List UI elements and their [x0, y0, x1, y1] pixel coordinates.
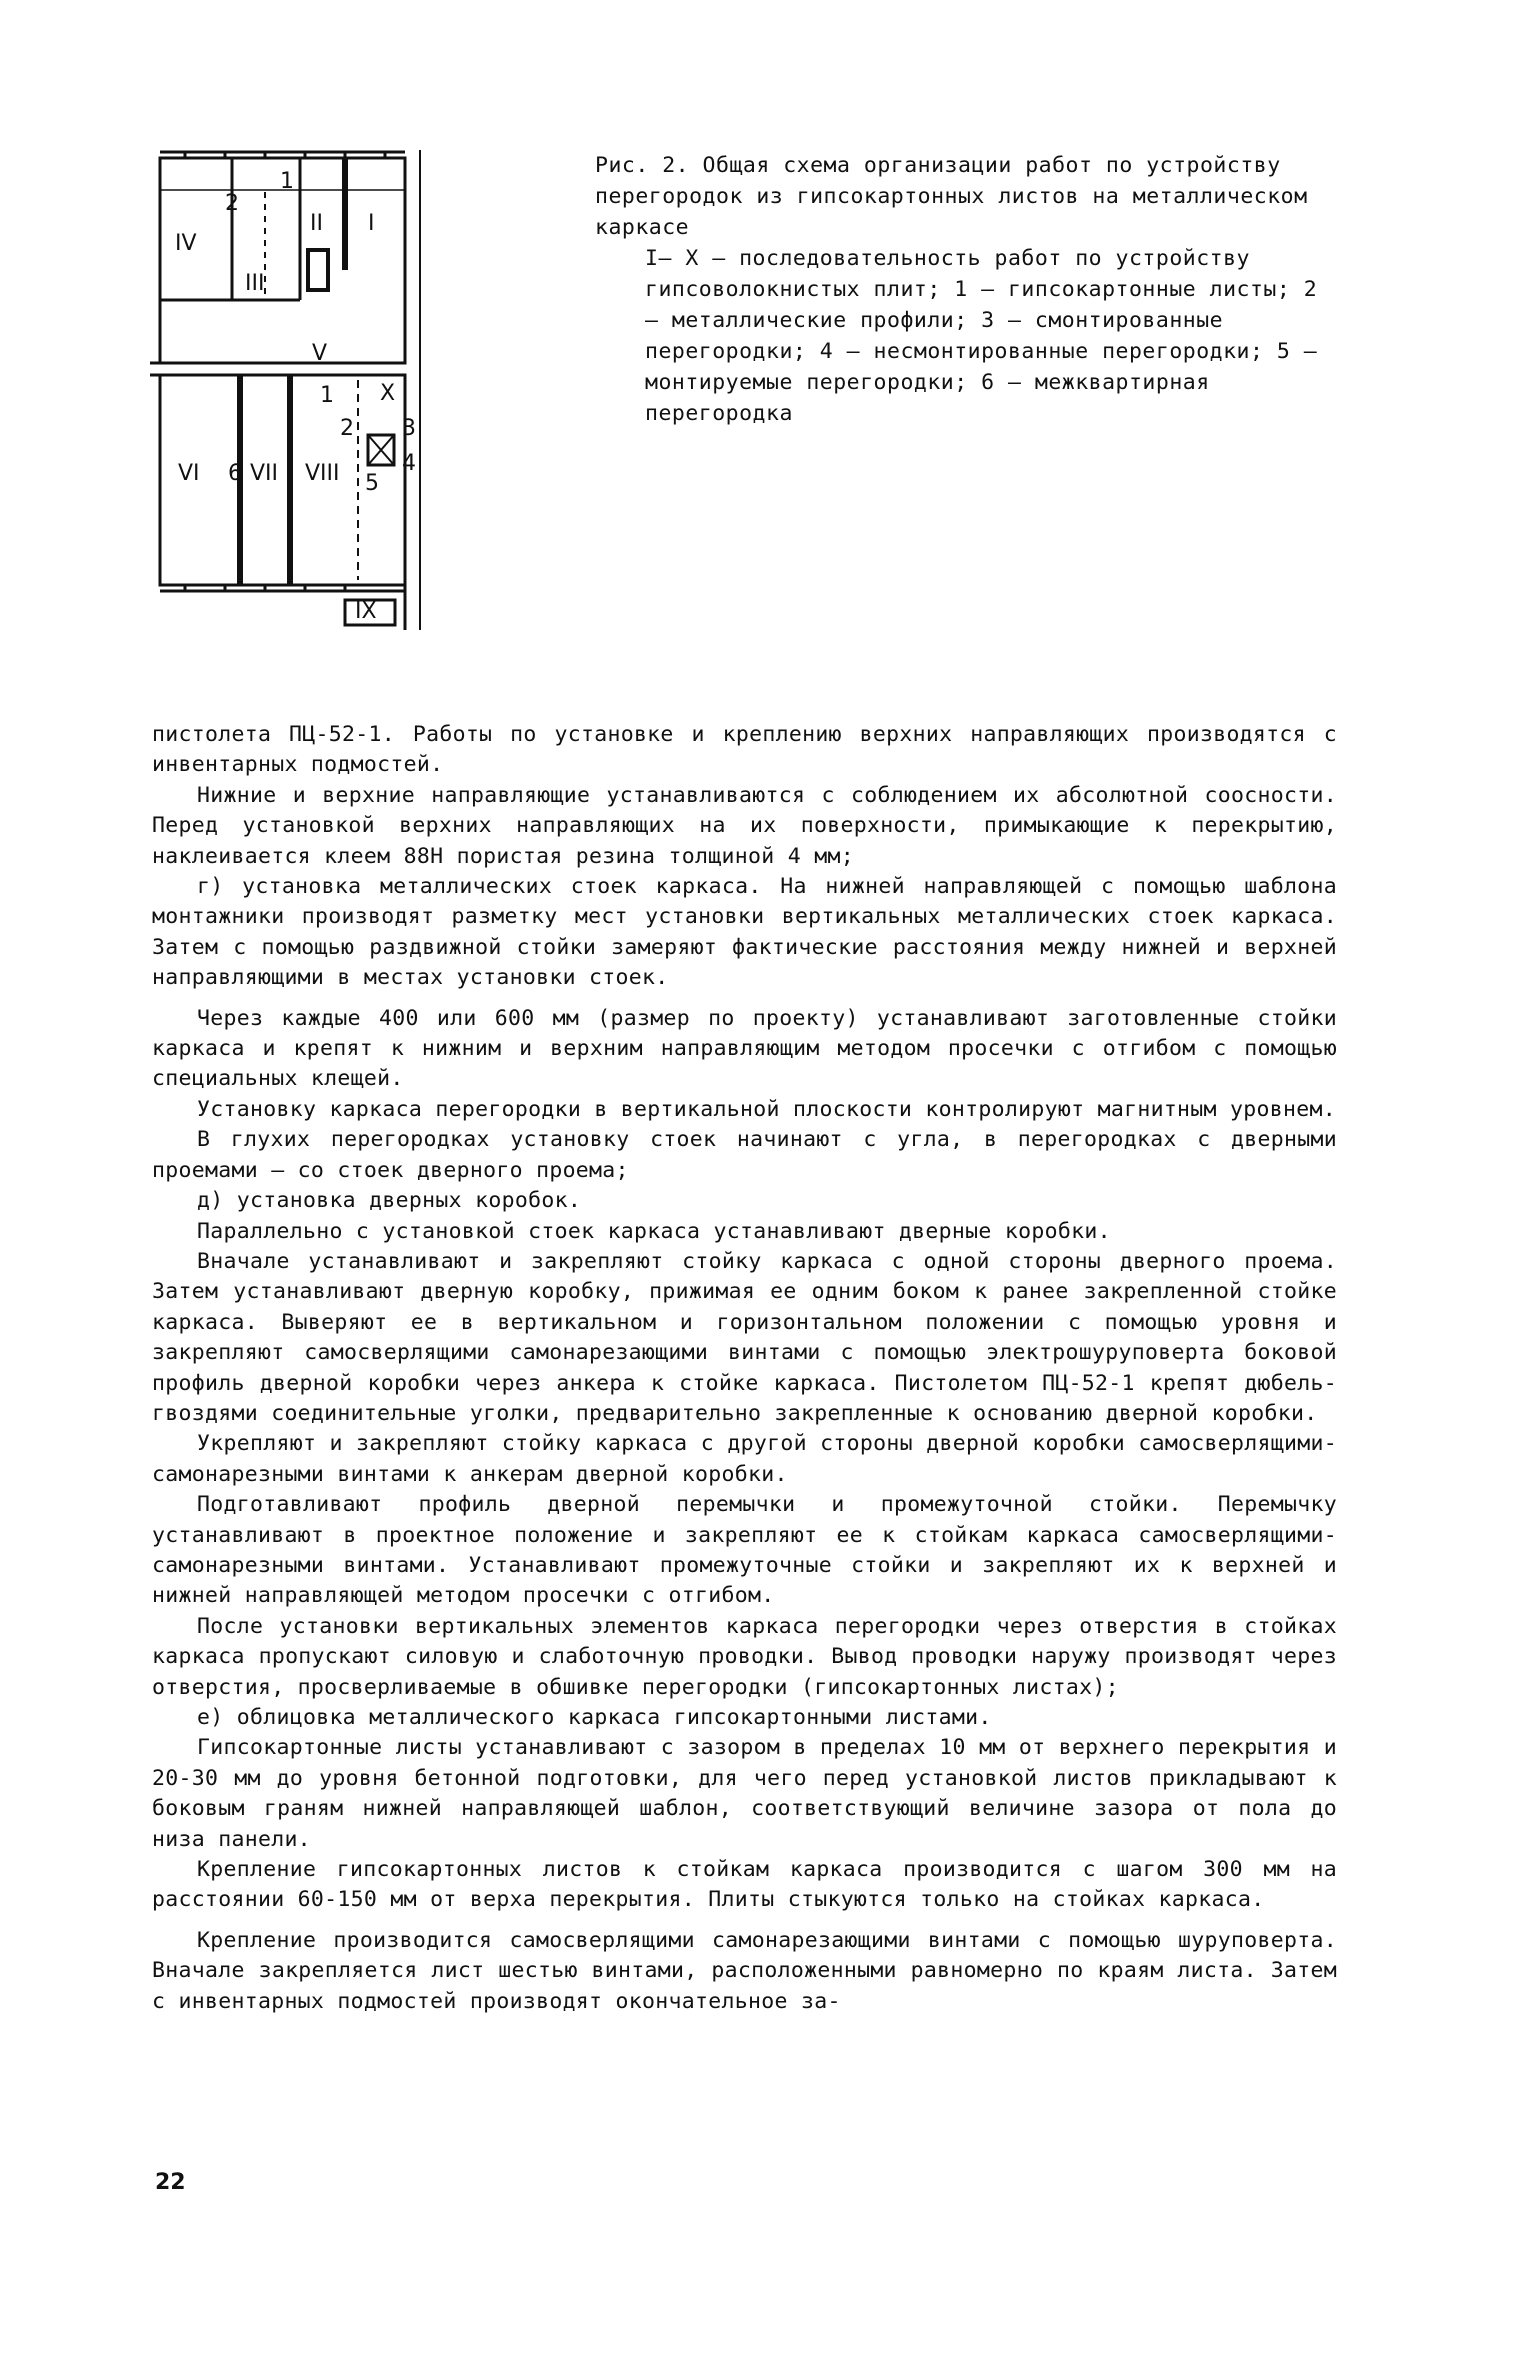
- paragraph: г) установка металлических стоек каркаса. На нижней направляющей с помощью шаблона монтажники производят разметку мест установки вертикальных металлических стоек каркаса. Затем с помощью раздвижной стойки замеряют фактические расстояния между нижней и верхней направляющими в местах установки стоек.: [152, 874, 1337, 991]
- paragraph: Крепление гипсокартонных листов к стойкам каркаса производится с шагом 300 мм на расстоянии 60-150 мм от верха перекрытия. Плиты стыкуются только на стойках каркаса.: [152, 1857, 1337, 1913]
- label-num-5: 5: [365, 471, 379, 496]
- room-label-i: I: [368, 211, 375, 236]
- paragraph: Укрепляют и закрепляют стойку каркаса с другой стороны дверной коробки самосверлящими-самонарезными винтами к анкерам дверной коробки.: [152, 1431, 1337, 1487]
- paragraph: Параллельно с установкой стоек каркаса устанавливают дверные коробки.: [197, 1218, 1111, 1244]
- paragraph: Вначале устанавливают и закрепляют стойку каркаса с одной стороны дверного проема. Затем устанавливают дверную коробку, прижимая ее одним боком к ранее закрепленной стойке каркаса. Выверяют ее в вертикальном и горизонтальном положении с помощью уровня и закрепляют самосверлящими самонарезающими винтами с помощью электрошуруповерта боковой профиль дверной коробки через анкера к стойке каркаса. Пистолетом ПЦ-52-1 крепят дюбель-гвоздями соединительные уголки, предварительно закрепленные к основанию дверной коробки.: [152, 1248, 1337, 1426]
- room-label-iv: IV: [175, 231, 197, 256]
- paragraph: д) установка дверных коробок.: [197, 1188, 582, 1214]
- paragraph: пистолета ПЦ-52-1. Работы по установке и креплению верхних направляющих производятся с инвентарных подмостей.: [152, 722, 1337, 778]
- label-num-3: 3: [402, 416, 416, 441]
- paragraph: е) облицовка металлического каркаса гипсокартонными листами.: [197, 1705, 992, 1730]
- caption-legend: I– X – последовательность работ по устройству гипсоволокнистых плит; 1 – гипсокартонные листы; 2 – металлические профили; 3 – смонтированные перегородки; 4 – несмонтированные перегородки; 5 – монтируемые перегородки; 6 – межквартирная перегородка: [645, 246, 1318, 426]
- paragraph: Нижние и верхние направляющие устанавливаются с соблюдением их абсолютной соосности. Перед установкой верхних направляющих на их поверхности, примыкающие к перекрытию, наклеивается клеем 88Н пористая резина толщиной 4 мм;: [152, 782, 1337, 869]
- page-number: 22: [155, 2170, 186, 2195]
- paragraph: Подготавливают профиль дверной перемычки и промежуточной стойки. Перемычку устанавливают в проектное положение и закрепляют ее к стойкам каркаса самосверлящими-самонарезными винтами. Устанавливают промежуточные стойки и закрепляют их к верхней и нижней направляющей методом просечки с отгибом.: [152, 1492, 1337, 1609]
- room-label-ix: IX: [355, 599, 377, 624]
- paragraph: Через каждые 400 или 600 мм (размер по проекту) устанавливают заготовленные стойки каркаса и крепят к нижним и верхним направляющим методом просечки с отгибом с помощью специальных клещей.: [152, 1005, 1337, 1092]
- room-label-ii: II: [310, 211, 323, 236]
- label-num-4: 4: [402, 451, 416, 476]
- label-num-2b: 2: [340, 416, 354, 441]
- room-label-viii: VIII: [305, 461, 340, 486]
- room-label-v: V: [312, 341, 328, 366]
- label-num-6: 6: [228, 461, 242, 486]
- body-text: [152, 720, 1337, 2017]
- caption-title: Рис. 2. Общая схема организации работ по устройству перегородок из гипсокартонных листов на металлическом каркасе: [595, 153, 1308, 240]
- figure-caption: [595, 150, 1340, 429]
- paragraph: После установки вертикальных элементов каркаса перегородки через отверстия в стойках каркаса пропускают силовую и слаботочную проводки. Вывод проводки наружу производят через отверстия, просверливаемые в обшивке перегородки (гипсокартонных листах);: [152, 1613, 1337, 1700]
- room-label-x: X: [380, 381, 396, 406]
- floor-plan-figure: [140, 150, 560, 630]
- paragraph: Гипсокартонные листы устанавливают с зазором в пределах 10 мм от верхнего перекрытия и 20-30 мм до уровня бетонной подготовки, для чего перед установкой листов прикладывают к боковым граням нижней направляющей шаблон, соответствующий величине зазора от пола до низа панели.: [152, 1735, 1337, 1852]
- paragraph: Установку каркаса перегородки в вертикальной плоскости контролируют магнитным уровнем.: [197, 1096, 1336, 1122]
- hatched-partition: [308, 250, 328, 290]
- paragraph: В глухих перегородках установку стоек начинают с угла, в перегородках с дверными проемами – со стоек дверного проема;: [152, 1127, 1337, 1183]
- paragraph: Крепление производится самосверлящими самонарезающими винтами с помощью шуруповерта. Вначале закрепляется лист шестью винтами, расположенными равномерно по краям листа. Затем с инвентарных подмостей производят окончательное за-: [152, 1927, 1337, 2014]
- label-num-1a: 1: [280, 169, 294, 194]
- floor-plan-drawing: [140, 150, 560, 630]
- room-label-vi: VI: [178, 461, 200, 486]
- room-label-vii: VII: [250, 461, 279, 486]
- label-num-1b: 1: [320, 383, 334, 408]
- label-num-2a: 2: [225, 191, 239, 216]
- room-label-iii: III: [245, 271, 265, 296]
